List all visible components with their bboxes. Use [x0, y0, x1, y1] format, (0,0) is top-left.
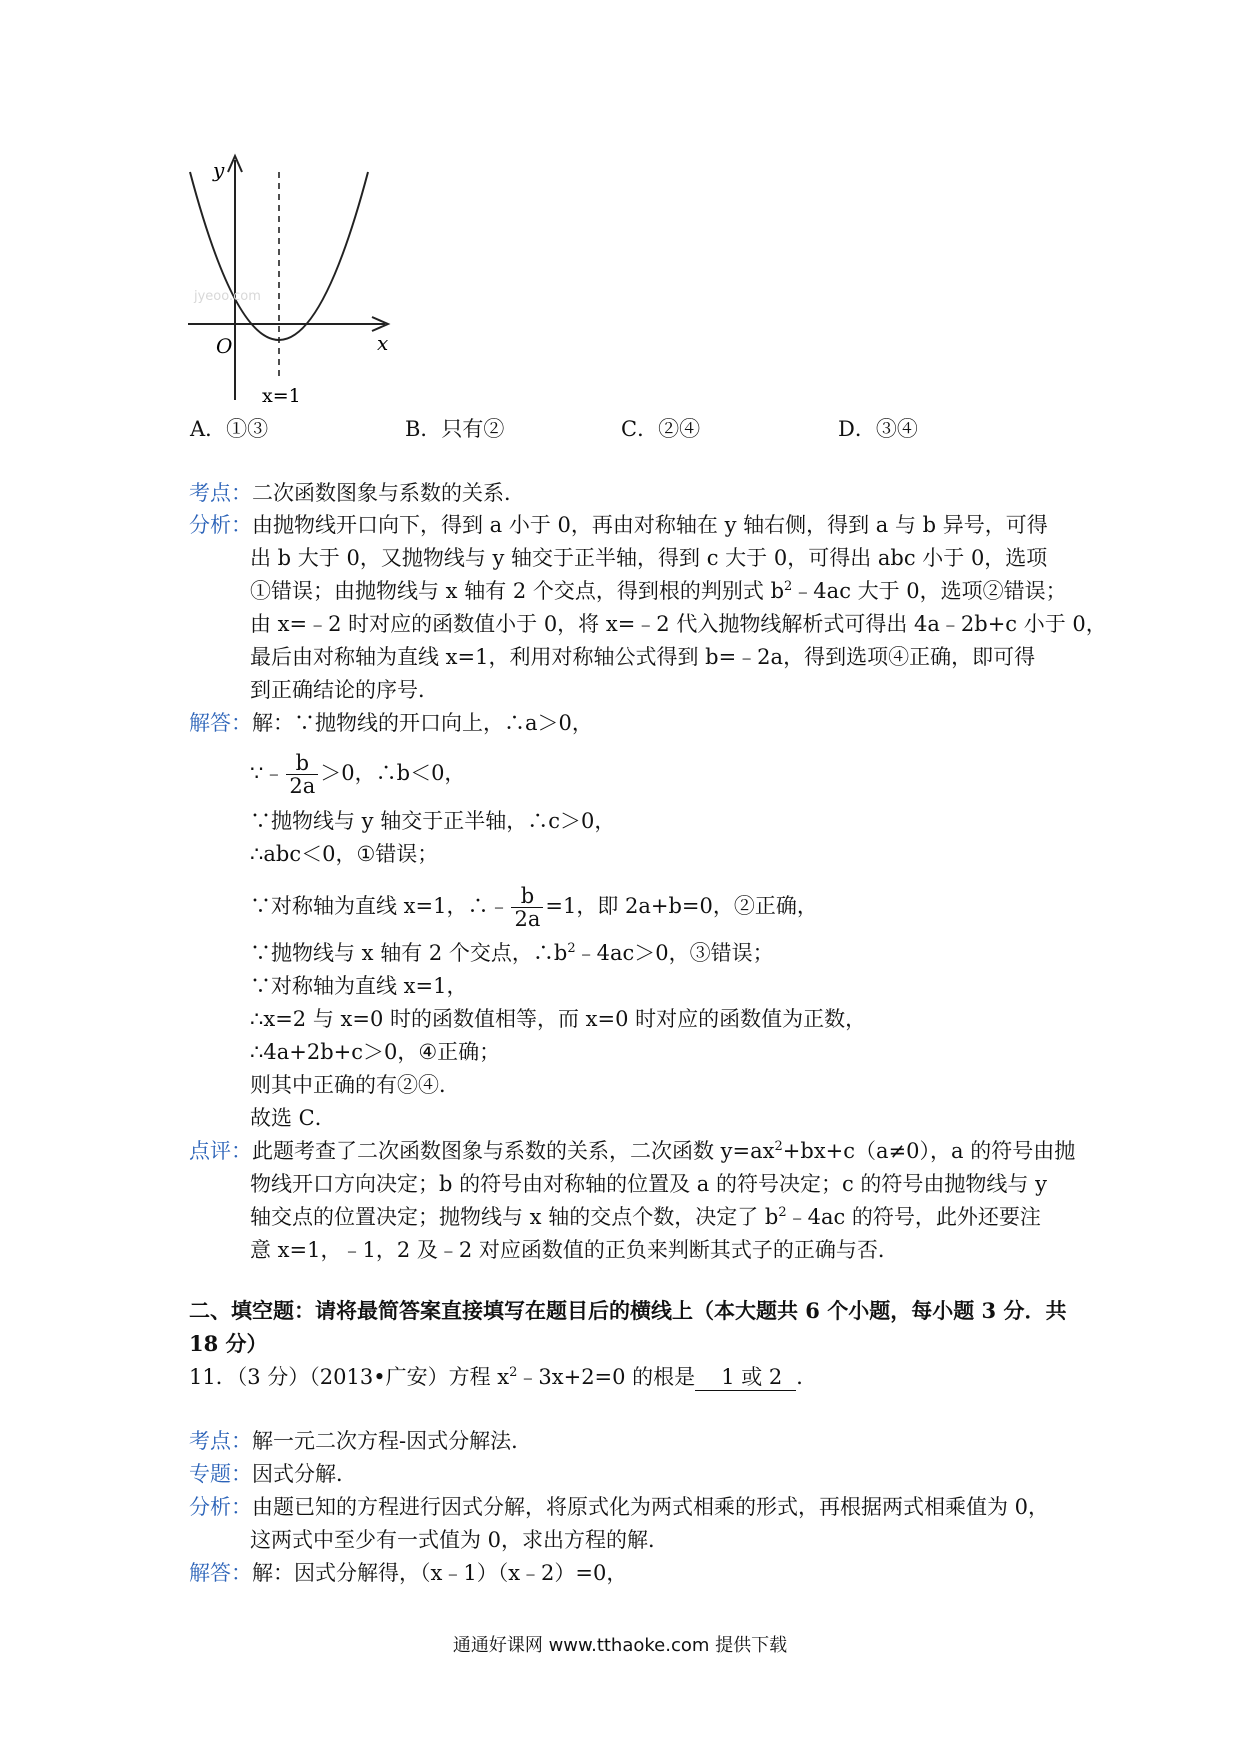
q10-fenxi-2: 出 b 大于 0，又抛物线与 y 轴交于正半轴，得到 c 大于 0，可得出 abc 小于 0，选项 [250, 546, 1048, 570]
denominator: 2a [286, 774, 318, 797]
q10-fenxi-4: 由 x=﹣2 时对应的函数值小于 0，将 x=﹣2 代入抛物线解析式可得出 4a﹣2b+c 小于 0， [250, 612, 1107, 636]
q10-jieda-8: ∴x=2 与 x=0 时的函数值相等，而 x=0 时对应的函数值为正数， [250, 1007, 867, 1031]
q10-fenxi-5: 最后由对称轴为直线 x=1，利用对称轴公式得到 b=﹣2a，得到选项④正确，即可得 [250, 645, 1036, 669]
text: 因式分解． [252, 1462, 357, 1486]
text-b: =1，即 2a+b=0，②正确， [545, 894, 818, 918]
label: 解答： [189, 711, 252, 735]
parabola-graph [180, 150, 410, 410]
answer-blank: 1 或 2 [695, 1364, 796, 1391]
q10-fenxi-3 [250, 576, 1067, 606]
q10-dianping-2: 物线开口方向决定；b 的符号由对称轴的位置及 a 的符号决定；c 的符号由抛物线与 y [250, 1172, 1047, 1196]
label: 考点： [189, 1429, 252, 1453]
q10-fenxi-6: 到正确结论的序号． [250, 678, 439, 702]
text: 解一元二次方程-因式分解法． [252, 1429, 533, 1453]
label: 考点： [189, 481, 252, 505]
page-footer: 通通好课网 www.tthaoke.com 提供下载 [452, 1635, 788, 1656]
denominator: 2a [511, 907, 543, 930]
superscript: 2 [778, 1205, 787, 1220]
option-b: B．只有② [405, 417, 505, 441]
text: 二次函数图象与系数的关系． [252, 481, 525, 505]
q10-jieda-9: ∴4a+2b+c＞0，④正确； [250, 1040, 501, 1064]
q11-fenxi-2: 这两式中至少有一式值为 0，求出方程的解． [250, 1528, 670, 1552]
q10-kaodian [189, 478, 525, 508]
q10-jieda-11: 故选 C． [250, 1106, 336, 1130]
origin-label: O [216, 334, 233, 358]
q10-jieda-7: ∵对称轴为直线 x=1， [250, 974, 468, 998]
option-d: D．③④ [838, 417, 918, 441]
text: 解：因式分解得，（x﹣1）（x﹣2）=0， [252, 1561, 628, 1585]
text: 由抛物线开口向下，得到 a 小于 0，再由对称轴在 y 轴右侧，得到 a 与 b 异号，可得 [252, 513, 1048, 537]
x-axis-label: x [377, 331, 389, 355]
q10-jieda-10: 则其中正确的有②④． [250, 1073, 460, 1097]
numerator: b [520, 884, 535, 908]
text-a: ∵﹣ [250, 761, 285, 785]
text: 由题已知的方程进行因式分解，将原式化为两式相乘的形式，再根据两式相乘值为 0， [252, 1495, 1050, 1519]
label: 专题： [189, 1462, 252, 1486]
section2-heading-1: 二、填空题：请将最简答案直接填写在题目后的横线上（本大题共 6 个小题，每小题 3 分．共 [189, 1298, 1067, 1323]
text-a: ∵抛物线与 x 轴有 2 个交点，∴b [250, 941, 568, 965]
y-axis-label: y [213, 158, 225, 182]
text-a: 轴交点的位置决定；抛物线与 x 轴的交点个数，决定了 b [250, 1205, 779, 1229]
q11-jieda-1 [189, 1558, 627, 1588]
text-a: ①错误；由抛物线与 x 轴有 2 个交点，得到根的判别式 b [250, 579, 785, 603]
numerator: b [295, 751, 310, 775]
q10-jieda-1 [189, 708, 593, 738]
text-end: ． [796, 1365, 818, 1389]
label: 分析： [189, 513, 252, 537]
superscript: 2 [774, 1139, 783, 1154]
superscript: 2 [567, 941, 576, 956]
q11-fenxi-1 [189, 1492, 1049, 1522]
text-b: ﹣4ac＞0，③错误； [575, 941, 774, 965]
text-a: 11．（3 分）（2013•广安）方程 x [189, 1365, 510, 1389]
option-c: C．②④ [621, 417, 701, 441]
section2-heading-2: 18 分） [189, 1331, 268, 1356]
q11-kaodian [189, 1426, 532, 1456]
q10-jieda-4: ∴abc＜0，①错误； [250, 842, 439, 866]
text-a: ∵对称轴为直线 x=1，∴﹣ [250, 894, 510, 918]
label: 解答： [189, 1561, 252, 1585]
q10-dianping-4: 意 x=1，﹣1，2 及﹣2 对应函数值的正负来判断其式子的正确与否． [250, 1238, 899, 1262]
text: 解：∵抛物线的开口向上，∴a＞0， [252, 711, 593, 735]
symmetry-axis-label: x=1 [262, 385, 301, 407]
option-a: A．①③ [190, 417, 269, 441]
q11-stem [189, 1362, 817, 1392]
fraction [286, 752, 318, 797]
text-b: ﹣3x+2=0 的根是 [517, 1365, 696, 1389]
text-a: 此题考查了二次函数图象与系数的关系，二次函数 y=ax [252, 1139, 775, 1163]
q10-dianping-3 [250, 1202, 1041, 1232]
superscript: 2 [509, 1365, 518, 1380]
text-b: ﹣4ac 大于 0，选项②错误； [792, 579, 1067, 603]
superscript: 2 [784, 579, 793, 594]
text-b: ＞0，∴b＜0， [320, 761, 466, 785]
q10-dianping-1 [189, 1136, 1075, 1166]
label: 分析： [189, 1495, 252, 1519]
q11-zhuanti [189, 1459, 357, 1489]
label: 点评： [189, 1139, 252, 1163]
text-b: ﹣4ac 的符号，此外还要注 [786, 1205, 1041, 1229]
fraction [511, 885, 543, 930]
q10-jieda-2 [250, 752, 465, 797]
q10-jieda-6 [250, 938, 774, 968]
text-b: +bx+c（a≠0），a 的符号由抛 [782, 1139, 1076, 1163]
q10-fenxi-1 [189, 510, 1048, 540]
q10-jieda-3: ∵抛物线与 y 轴交于正半轴，∴c＞0， [250, 809, 616, 833]
watermark: jyeoo.com [194, 289, 261, 304]
q10-jieda-5 [250, 885, 818, 930]
